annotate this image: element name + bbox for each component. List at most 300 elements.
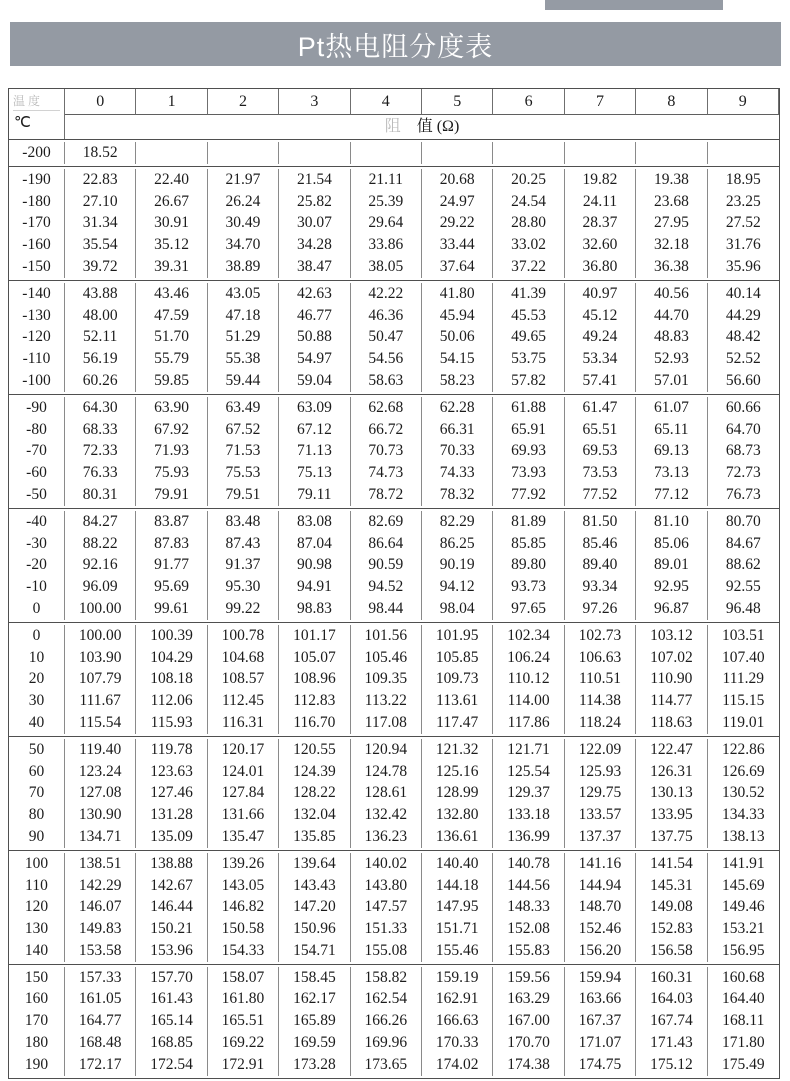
temp-cell: -20	[9, 554, 65, 576]
resistance-cell: 102.73	[565, 625, 636, 647]
resistance-cell: 134.33	[721, 806, 765, 824]
resistance-cell: 97.26	[565, 598, 636, 620]
resistance-cell: 24.11	[565, 191, 636, 213]
temp-cell: -50	[9, 484, 65, 506]
resistance-cell: 146.07	[65, 896, 136, 918]
resistance-cell: 30.07	[279, 212, 350, 234]
resistance-cell: 159.94	[565, 967, 636, 989]
resistance-cell: 87.83	[136, 533, 207, 555]
resistance-cell: 120.94	[351, 739, 422, 761]
resistance-cell: 105.46	[351, 647, 422, 669]
resistance-cell: 72.33	[65, 440, 136, 462]
resistance-cell: 30.91	[136, 212, 207, 234]
table-header	[9, 89, 779, 140]
row-group	[9, 166, 779, 280]
resistance-cell: 98.44	[351, 598, 422, 620]
resistance-cell: 156.20	[565, 940, 636, 962]
resistance-cell: 130.13	[636, 782, 707, 804]
resistance-cell: 140.40	[422, 853, 493, 875]
resistance-cell: 102.34	[493, 625, 564, 647]
resistance-cell: 20.68	[422, 169, 493, 191]
title-banner	[10, 22, 781, 66]
resistance-cell: 61.07	[636, 397, 707, 419]
resistance-cell: 147.57	[351, 896, 422, 918]
resistance-cell: 152.08	[493, 918, 564, 940]
resistance-cell: 135.85	[279, 826, 350, 848]
resistance-cell: 172.91	[208, 1054, 279, 1076]
resistance-cell: 98.83	[279, 598, 350, 620]
row-group	[9, 850, 779, 964]
resistance-cell: 30.49	[208, 212, 279, 234]
resistance-cell: 145.69	[721, 876, 765, 894]
table-row	[9, 370, 779, 392]
resistance-cell: 81.10	[636, 511, 707, 533]
resistance-cell: 57.82	[493, 370, 564, 392]
resistance-cell: 109.73	[422, 668, 493, 690]
resistance-cell: 49.65	[493, 326, 564, 348]
resistance-cell: 159.56	[493, 967, 564, 989]
resistance-cell: 41.80	[422, 283, 493, 305]
resistance-cell: 57.01	[636, 370, 707, 392]
resistance-cell: 62.68	[351, 397, 422, 419]
resistance-cell: 115.15	[722, 692, 765, 710]
resistance-cell: 122.47	[636, 739, 707, 761]
resistance-cell: 127.84	[208, 782, 279, 804]
resistance-cell: 133.57	[565, 804, 636, 826]
resistance-cell: 31.34	[65, 212, 136, 234]
resistance-cell: 34.70	[208, 234, 279, 256]
resistance-cell: 82.69	[351, 511, 422, 533]
resistance-cell: 110.51	[565, 668, 636, 690]
resistance-cell: 149.46	[721, 898, 765, 916]
resistance-cell: 95.69	[136, 576, 207, 598]
resistance-cell: 85.85	[493, 533, 564, 555]
resistance-cell: 24.54	[493, 191, 564, 213]
resistance-cell: 125.93	[565, 761, 636, 783]
temp-cell: -160	[9, 234, 65, 256]
resistance-cell	[708, 142, 779, 164]
resistance-cell: 33.02	[493, 234, 564, 256]
resistance-cell: 148.33	[493, 896, 564, 918]
resistance-cell	[351, 142, 422, 164]
resistance-cell: 126.69	[721, 762, 765, 780]
resistance-cell: 96.09	[65, 576, 136, 598]
resistance-value-header	[65, 115, 779, 139]
resistance-cell: 143.80	[351, 875, 422, 897]
resistance-cell: 150.58	[208, 918, 279, 940]
resistance-cell: 119.78	[136, 739, 207, 761]
resistance-cell: 36.80	[565, 256, 636, 278]
resistance-cell: 47.18	[208, 305, 279, 327]
resistance-cell: 37.64	[422, 256, 493, 278]
resistance-cell: 67.92	[136, 419, 207, 441]
resistance-cell: 80.31	[65, 484, 136, 506]
table-row	[9, 191, 779, 213]
table-row	[9, 256, 779, 278]
resistance-cell: 61.88	[493, 397, 564, 419]
resistance-cell: 74.73	[351, 462, 422, 484]
resistance-cell: 106.24	[493, 647, 564, 669]
resistance-cell: 78.72	[351, 484, 422, 506]
resistance-cell: 32.60	[565, 234, 636, 256]
resistance-cell: 47.59	[136, 305, 207, 327]
resistance-cell: 123.24	[65, 761, 136, 783]
resistance-cell: 63.49	[208, 397, 279, 419]
resistance-cell: 146.82	[208, 896, 279, 918]
resistance-cell	[565, 142, 636, 164]
resistance-cell: 65.91	[493, 419, 564, 441]
resistance-cell: 83.48	[208, 511, 279, 533]
resistance-cell: 152.83	[636, 918, 707, 940]
resistance-cell: 166.26	[351, 1010, 422, 1032]
resistance-cell: 84.67	[725, 534, 761, 552]
resistance-cell: 63.90	[136, 397, 207, 419]
resistance-cell: 75.93	[136, 462, 207, 484]
resistance-cell: 27.95	[636, 212, 707, 234]
resistance-cell: 40.14	[725, 284, 761, 302]
resistance-cell: 35.54	[65, 234, 136, 256]
temp-cell: 20	[9, 668, 65, 690]
resistance-cell: 163.66	[565, 988, 636, 1010]
resistance-cell: 100.39	[136, 625, 207, 647]
resistance-cell: 149.08	[636, 896, 707, 918]
resistance-label-faint: 阻	[384, 118, 401, 135]
temp-cell: 170	[9, 1010, 65, 1032]
resistance-cell: 56.19	[65, 348, 136, 370]
resistance-cell: 84.27	[65, 511, 136, 533]
table-row	[9, 462, 779, 484]
resistance-cell: 127.46	[136, 782, 207, 804]
temp-cell: 180	[9, 1032, 65, 1054]
resistance-cell: 89.40	[565, 554, 636, 576]
resistance-cell: 143.05	[208, 875, 279, 897]
resistance-cell: 171.80	[721, 1034, 765, 1052]
resistance-cell: 168.48	[65, 1032, 136, 1054]
resistance-cell: 137.37	[565, 826, 636, 848]
temperature-label: 温度	[13, 92, 60, 111]
table-row	[9, 234, 779, 256]
temp-cell: 60	[9, 761, 65, 783]
temp-cell: 120	[9, 896, 65, 918]
table-row	[9, 142, 779, 164]
resistance-cell: 115.93	[136, 712, 207, 734]
resistance-cell: 141.91	[721, 854, 765, 872]
resistance-cell: 60.66	[725, 398, 761, 416]
table-row	[9, 918, 779, 940]
resistance-cell: 33.44	[422, 234, 493, 256]
resistance-cell: 131.66	[208, 804, 279, 826]
resistance-cell: 157.33	[65, 967, 136, 989]
resistance-cell: 107.40	[721, 648, 765, 666]
resistance-cell: 48.00	[65, 305, 136, 327]
resistance-cell: 162.54	[351, 988, 422, 1010]
temp-cell: 0	[9, 625, 65, 647]
temp-cell: -100	[9, 370, 65, 392]
resistance-cell: 169.22	[208, 1032, 279, 1054]
row-group	[9, 736, 779, 850]
resistance-cell: 22.83	[65, 169, 136, 191]
resistance-cell: 114.00	[493, 690, 564, 712]
table-row	[9, 1010, 779, 1032]
resistance-cell: 29.64	[351, 212, 422, 234]
resistance-cell	[493, 142, 564, 164]
table-row	[9, 484, 779, 506]
resistance-cell: 35.12	[136, 234, 207, 256]
resistance-cell: 150.21	[136, 918, 207, 940]
resistance-cell: 82.29	[422, 511, 493, 533]
table-row	[9, 940, 779, 962]
temp-cell: 140	[9, 940, 65, 962]
resistance-cell: 160.31	[636, 967, 707, 989]
temp-cell: -70	[9, 440, 65, 462]
resistance-cell: 79.91	[136, 484, 207, 506]
resistance-cell: 148.70	[565, 896, 636, 918]
resistance-cell: 28.37	[565, 212, 636, 234]
table-row	[9, 397, 779, 419]
resistance-cell: 72.73	[725, 464, 761, 482]
resistance-cell: 54.97	[279, 348, 350, 370]
temp-cell: -60	[9, 462, 65, 484]
resistance-cell: 129.37	[493, 782, 564, 804]
resistance-cell: 161.05	[65, 988, 136, 1010]
temp-cell: 80	[9, 804, 65, 826]
resistance-cell: 171.07	[565, 1032, 636, 1054]
resistance-cell: 128.99	[422, 782, 493, 804]
resistance-cell: 108.96	[279, 668, 350, 690]
resistance-cell: 172.54	[136, 1054, 207, 1076]
resistance-cell: 87.04	[279, 533, 350, 555]
resistance-cell: 96.87	[636, 598, 707, 620]
resistance-cell: 53.75	[493, 348, 564, 370]
resistance-cell: 90.19	[422, 554, 493, 576]
resistance-cell: 132.04	[279, 804, 350, 826]
resistance-cell: 42.22	[351, 283, 422, 305]
resistance-cell: 135.47	[208, 826, 279, 848]
resistance-cell: 164.77	[65, 1010, 136, 1032]
resistance-cell: 95.30	[208, 576, 279, 598]
resistance-cell: 100.00	[65, 598, 136, 620]
temp-cell: -150	[9, 256, 65, 278]
resistance-cell: 25.82	[279, 191, 350, 213]
resistance-cell: 81.50	[565, 511, 636, 533]
row-group	[9, 622, 779, 736]
temp-cell: -80	[9, 419, 65, 441]
resistance-cell: 40.56	[636, 283, 707, 305]
resistance-cell: 38.47	[279, 256, 350, 278]
resistance-cell: 156.95	[721, 941, 765, 959]
resistance-cell: 138.13	[721, 827, 765, 845]
resistance-cell: 128.61	[351, 782, 422, 804]
resistance-cell: 71.53	[208, 440, 279, 462]
resistance-cell: 151.71	[422, 918, 493, 940]
resistance-cell: 83.08	[279, 511, 350, 533]
resistance-cell: 172.17	[65, 1054, 136, 1076]
resistance-cell: 19.82	[565, 169, 636, 191]
table-row	[9, 712, 779, 734]
resistance-cell: 43.05	[208, 283, 279, 305]
resistance-cell: 169.59	[279, 1032, 350, 1054]
resistance-cell: 167.37	[565, 1010, 636, 1032]
resistance-cell: 175.49	[721, 1055, 765, 1073]
resistance-cell: 119.01	[722, 713, 765, 731]
resistance-cell: 66.31	[422, 419, 493, 441]
resistance-cell: 67.12	[279, 419, 350, 441]
resistance-cell: 79.51	[208, 484, 279, 506]
resistance-cell: 147.95	[422, 896, 493, 918]
temp-cell: 150	[9, 967, 65, 989]
column-header-3: 3	[279, 89, 350, 115]
resistance-cell: 174.38	[493, 1054, 564, 1076]
resistance-cell: 71.93	[136, 440, 207, 462]
resistance-cell: 104.68	[208, 647, 279, 669]
resistance-cell: 146.44	[136, 896, 207, 918]
resistance-cell: 121.71	[493, 739, 564, 761]
resistance-cell: 26.67	[136, 191, 207, 213]
resistance-cell: 55.38	[208, 348, 279, 370]
resistance-cell: 19.38	[636, 169, 707, 191]
resistance-cell: 125.16	[422, 761, 493, 783]
resistance-cell: 90.98	[279, 554, 350, 576]
resistance-cell: 105.85	[422, 647, 493, 669]
resistance-cell: 24.97	[422, 191, 493, 213]
resistance-cell: 38.05	[351, 256, 422, 278]
resistance-cell: 52.11	[65, 326, 136, 348]
resistance-cell: 34.28	[279, 234, 350, 256]
resistance-cell: 144.56	[493, 875, 564, 897]
resistance-cell: 155.46	[422, 940, 493, 962]
resistance-cell: 99.61	[136, 598, 207, 620]
top-right-gray-block	[545, 0, 723, 10]
resistance-cell: 100.00	[65, 625, 136, 647]
column-header-9: 9	[708, 89, 779, 115]
table-row	[9, 782, 779, 804]
resistance-cell: 170.33	[422, 1032, 493, 1054]
resistance-cell: 110.90	[636, 668, 707, 690]
table-row	[9, 598, 779, 620]
resistance-cell: 161.43	[136, 988, 207, 1010]
column-header-8: 8	[636, 89, 707, 115]
resistance-cell: 75.53	[208, 462, 279, 484]
resistance-cell: 108.57	[208, 668, 279, 690]
resistance-cell: 69.53	[565, 440, 636, 462]
temp-cell: -190	[9, 169, 65, 191]
column-header-2: 2	[208, 89, 279, 115]
resistance-cell: 26.24	[208, 191, 279, 213]
resistance-cell: 122.86	[721, 740, 765, 758]
temp-cell: -200	[9, 142, 65, 164]
resistance-cell: 145.31	[636, 875, 707, 897]
resistance-cell: 174.02	[422, 1054, 493, 1076]
resistance-cell: 38.89	[208, 256, 279, 278]
resistance-cell: 141.54	[636, 853, 707, 875]
resistance-cell: 158.45	[279, 967, 350, 989]
resistance-cell: 49.24	[565, 326, 636, 348]
resistance-cell: 33.86	[351, 234, 422, 256]
resistance-cell: 90.59	[351, 554, 422, 576]
resistance-cell: 45.53	[493, 305, 564, 327]
resistance-cell: 151.33	[351, 918, 422, 940]
resistance-cell: 18.95	[725, 170, 761, 188]
temp-cell: -170	[9, 212, 65, 234]
table-row	[9, 853, 779, 875]
table-row	[9, 647, 779, 669]
temp-cell: 10	[9, 647, 65, 669]
resistance-cell: 22.40	[136, 169, 207, 191]
resistance-cell: 42.63	[279, 283, 350, 305]
resistance-cell: 173.65	[351, 1054, 422, 1076]
resistance-cell: 77.52	[565, 484, 636, 506]
resistance-cell: 117.08	[351, 712, 422, 734]
resistance-cell: 149.83	[65, 918, 136, 940]
resistance-cell: 171.43	[636, 1032, 707, 1054]
resistance-cell: 118.24	[565, 712, 636, 734]
resistance-cell: 165.89	[279, 1010, 350, 1032]
resistance-cell: 143.43	[279, 875, 350, 897]
resistance-cell: 94.91	[279, 576, 350, 598]
resistance-cell: 103.12	[636, 625, 707, 647]
resistance-cell: 120.55	[279, 739, 350, 761]
resistance-cell: 52.52	[725, 350, 761, 368]
resistance-cell: 73.93	[493, 462, 564, 484]
resistance-cell: 41.39	[493, 283, 564, 305]
resistance-cell: 85.46	[565, 533, 636, 555]
resistance-cell: 70.33	[422, 440, 493, 462]
resistance-cell: 65.51	[565, 419, 636, 441]
column-header-1: 1	[136, 89, 207, 115]
resistance-cell: 86.25	[422, 533, 493, 555]
resistance-cell: 140.02	[351, 853, 422, 875]
table-row	[9, 1054, 779, 1076]
resistance-cell: 77.12	[636, 484, 707, 506]
resistance-cell: 142.67	[136, 875, 207, 897]
resistance-cell: 51.29	[208, 326, 279, 348]
resistance-cell: 51.70	[136, 326, 207, 348]
resistance-cell: 138.88	[136, 853, 207, 875]
resistance-cell: 101.56	[351, 625, 422, 647]
resistance-cell: 114.38	[565, 690, 636, 712]
resistance-cell: 105.07	[279, 647, 350, 669]
resistance-cell: 124.01	[208, 761, 279, 783]
resistance-cell: 165.14	[136, 1010, 207, 1032]
resistance-cell: 61.47	[565, 397, 636, 419]
resistance-cell: 134.71	[65, 826, 136, 848]
resistance-cell: 44.29	[725, 306, 761, 324]
resistance-cell: 65.11	[636, 419, 707, 441]
temp-cell: 100	[9, 853, 65, 875]
resistance-cell: 74.33	[422, 462, 493, 484]
resistance-cell: 139.26	[208, 853, 279, 875]
resistance-cell: 99.22	[208, 598, 279, 620]
table-row	[9, 326, 779, 348]
column-header-0: 0	[65, 89, 136, 115]
resistance-cell: 135.09	[136, 826, 207, 848]
resistance-cell: 136.23	[351, 826, 422, 848]
resistance-cell: 110.12	[493, 668, 564, 690]
temp-cell: -30	[9, 533, 65, 555]
resistance-cell: 125.54	[493, 761, 564, 783]
table-row	[9, 283, 779, 305]
resistance-cell: 107.79	[65, 668, 136, 690]
resistance-cell: 111.67	[65, 690, 136, 712]
resistance-cell: 175.12	[636, 1054, 707, 1076]
resistance-cell: 138.51	[65, 853, 136, 875]
resistance-cell: 142.29	[65, 875, 136, 897]
table-row	[9, 212, 779, 234]
resistance-cell: 89.01	[636, 554, 707, 576]
resistance-cell: 162.91	[422, 988, 493, 1010]
table-row	[9, 554, 779, 576]
resistance-cell: 48.83	[636, 326, 707, 348]
